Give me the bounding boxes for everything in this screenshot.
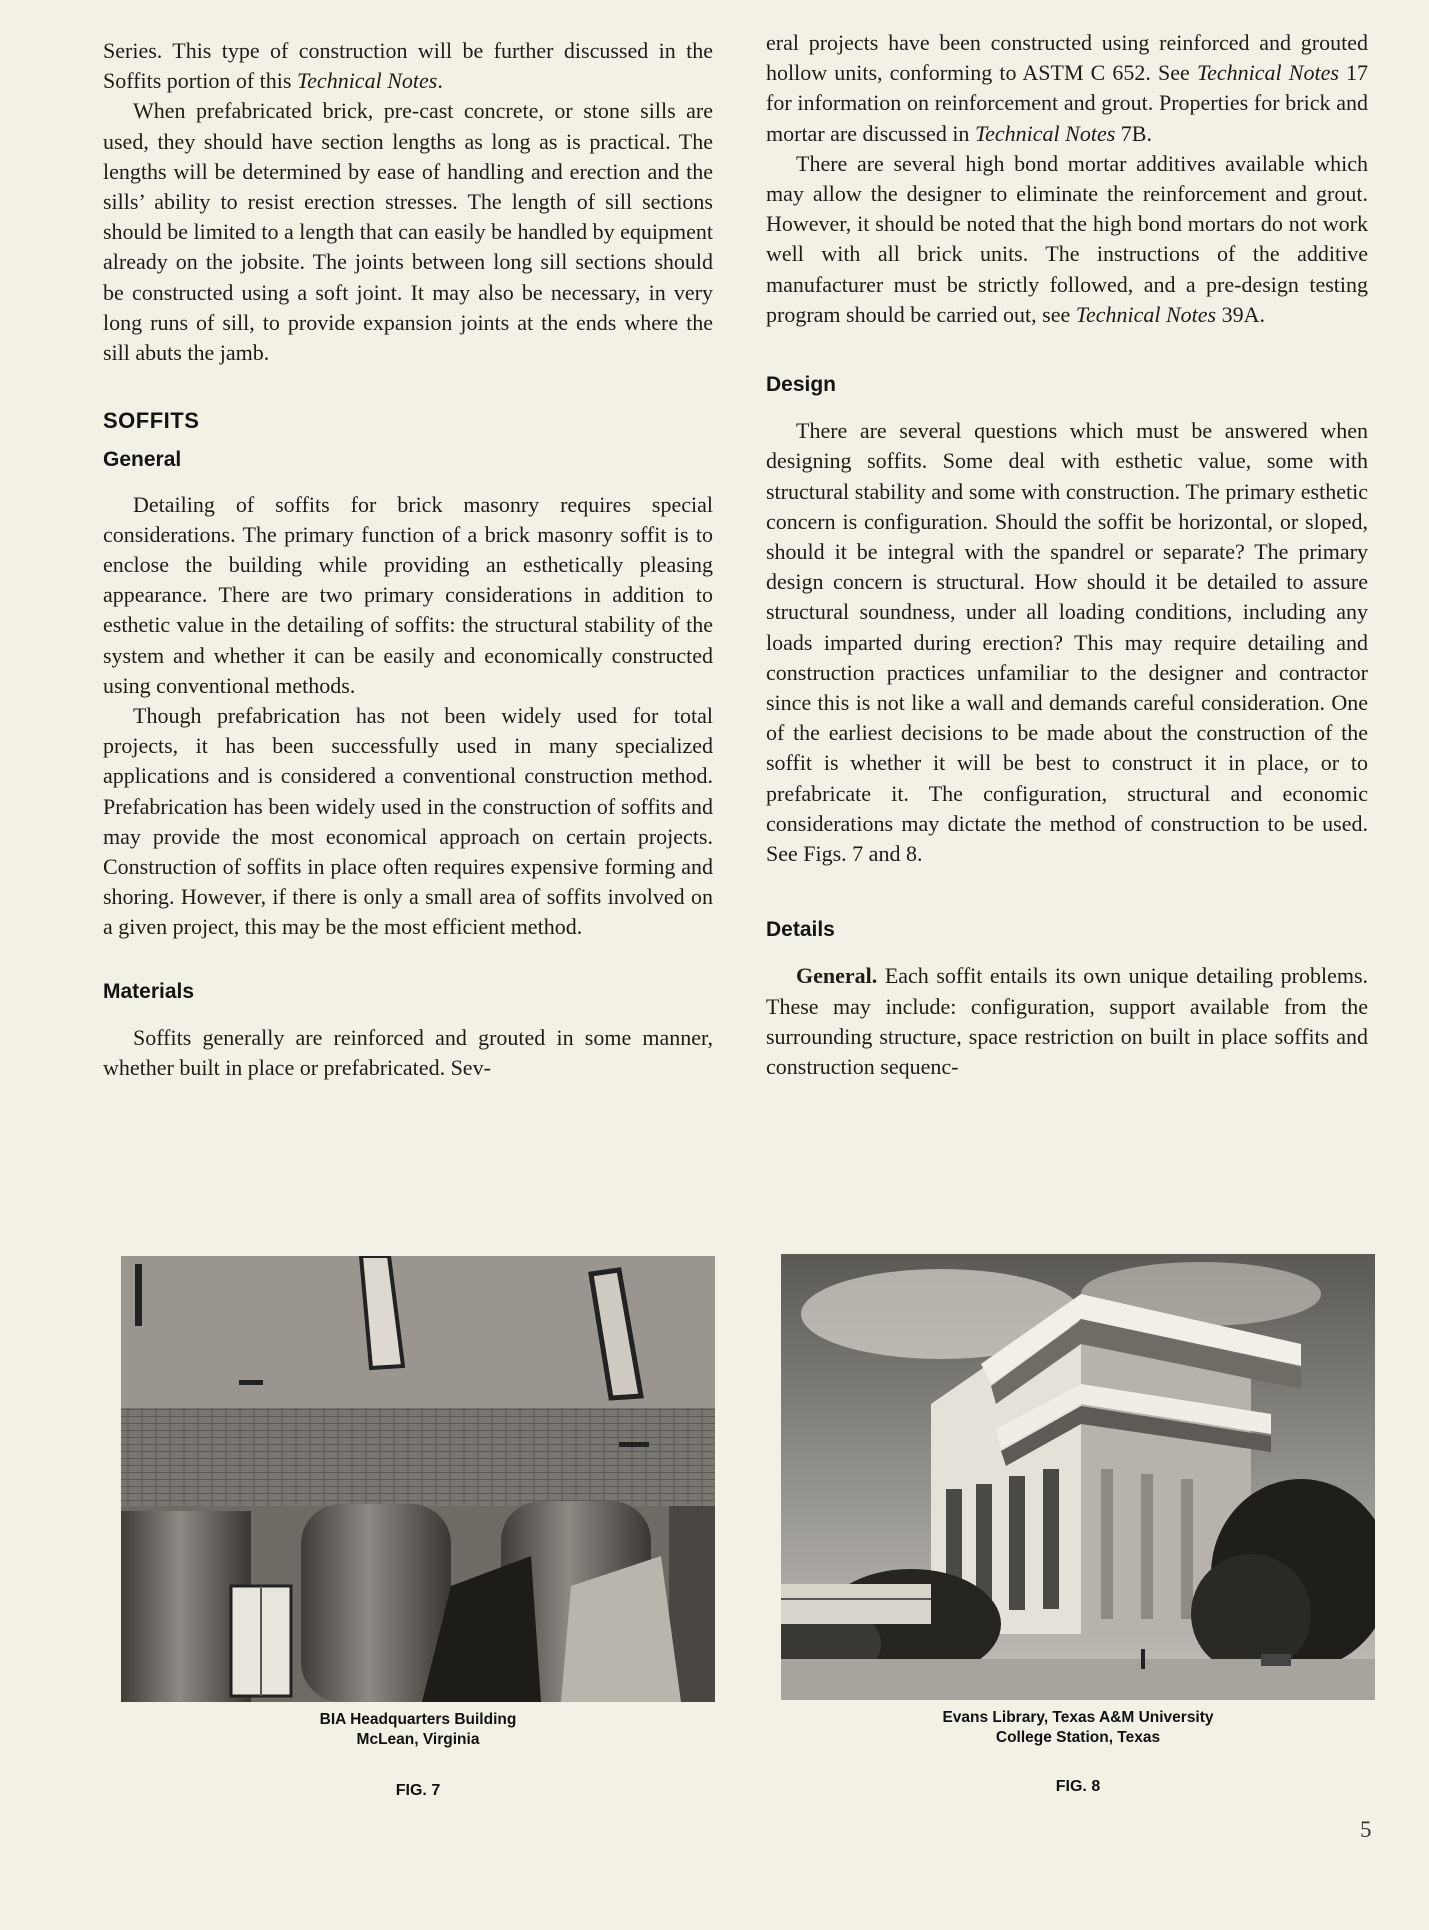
heading-general: General <box>103 448 182 472</box>
paragraph-general-2: Though prefabrication has not been widely used for total projects, it has been successfully used in many specialized applications and is considered a conventional construction method. Prefabrication has been widely used in the construction of soffits and may provide the most economical approach on certain projects. Construction of soffits in place often requires expensive forming and shoring. However, if there is only a small area of soffits involved on a given project, this may be the most efficient method. <box>103 703 713 940</box>
emphasis-technical-notes: Technical Notes <box>296 68 438 94</box>
paragraph-general-1: Detailing of soffits for brick masonry requires special considerations. The primary function of a brick masonry soffit is to enclose the building while providing an esthetically pleasing appearance. There are two primary considerations in addition to esthetic value in the detailing of soffits: the structural stability of the system and whether it can be easily and economically constructed using conventional methods. <box>103 491 713 698</box>
paragraph-design: There are several questions which must be answered when designing soffits. Some deal with esthetic value, some with structural stability and some with construction. The primary esthetic concern is configuration. Should the soffit be horizontal, or sloped, should it be integral with the spandrel or separate? The primary design concern is structural. How should it be detailed to assure structural soundness, under all loading conditions, including any loads imparted during erection? This may require detailing and construction practices unfamiliar to the designer and contractor since this is not like a wall and demands careful consideration. One of the earliest decisions to be made about the construction of the soffit is whether it will be best to construct it in place, or to prefabricate it. The configuration, structural and economic considerations may dictate the method of construction to be used. See Figs. 7 and 8. <box>766 418 1368 867</box>
heading-design: Design <box>766 373 837 397</box>
paragraph-sills: When prefabricated brick, pre-cast concrete, or stone sills are used, they should have section lengths as long as is practical. The lengths will be determined by ease of handling and erection and the sills’ ability to resist erection stresses. The length of sill sections should be limited to a length that can easily be handled by equipment already on the jobsite. The joints between long sill sections should be constructed using a soft joint. It may also be necessary, in very long runs of sill, to provide expansion joints at the ends where the sill abuts the jamb. <box>103 98 713 366</box>
heading-soffits: SOFFITS <box>103 408 200 434</box>
heading-details: Details <box>766 918 835 942</box>
page-number: 5 <box>1360 1817 1372 1842</box>
paragraph-details: General. Each soffit entails its own unique detailing problems. These may include: configuration, support available from the surrounding structure, space restriction on built in place soffits and construction sequenc- <box>766 963 1369 1080</box>
right-column <box>766 28 1368 1082</box>
fig8-label: FIG. 8 <box>1055 1778 1101 1795</box>
left-column <box>103 36 713 1083</box>
fig7-photo <box>121 1256 715 1702</box>
fig8-caption: Evans Library, Texas A&M University College Station, Texas <box>942 1709 1214 1746</box>
paragraph-high-bond: There are several high bond mortar additives available which may allow the designer to eliminate the reinforcement and grout. However, it should be noted that the high bond mortars do not work well with all brick units. The instructions of the additive manufacturer must be strictly followed, and a pre-design testing program should be carried out, see Technical Notes 39A. <box>766 150 1368 327</box>
fig7-label: FIG. 7 <box>395 1782 441 1799</box>
paragraph-series: Series. This type of construction will be further discussed in the Soffits portion of this Technical Notes. <box>103 38 713 94</box>
heading-materials: Materials <box>103 979 195 1003</box>
paragraph-materials: Soffits generally are reinforced and grouted in some manner, whether built in place or prefabricated. Sev- <box>103 1024 713 1081</box>
fig8-photo <box>781 1254 1375 1700</box>
fig7-caption: BIA Headquarters Building McLean, Virginia <box>319 1711 517 1748</box>
paragraph-continued: eral projects have been constructed using reinforced and grouted hollow units, conforming to ASTM C 652. See Technical Notes 17 for information on reinforcement and grout. Properties for brick and mortar are discussed in Technical Notes 7B. <box>766 30 1369 146</box>
